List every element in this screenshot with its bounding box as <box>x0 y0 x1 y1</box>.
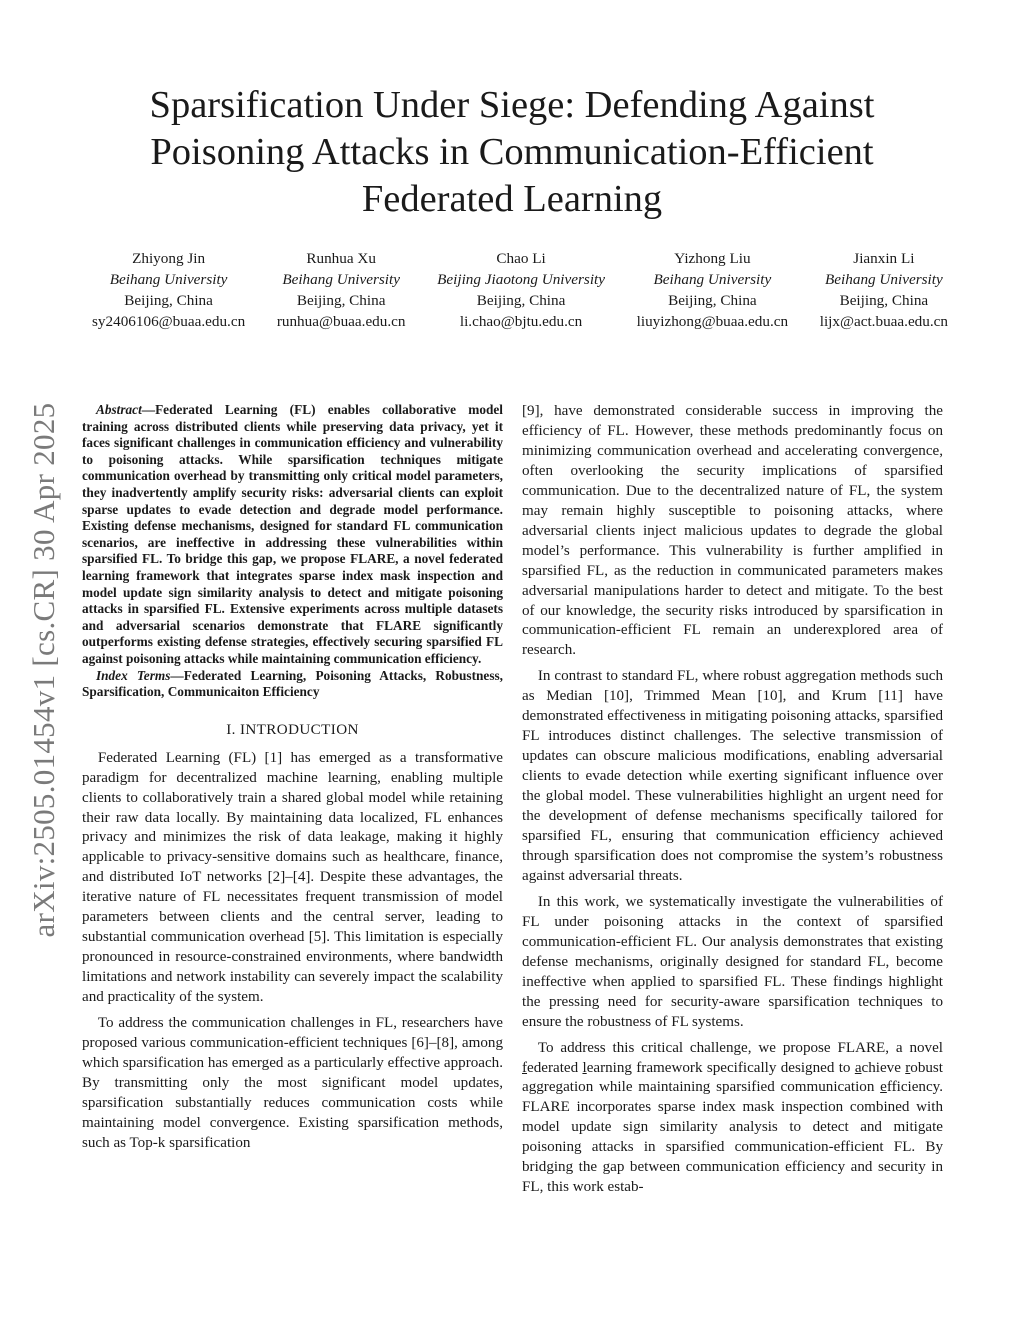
author-list <box>92 248 948 332</box>
author-location: Beijing, China <box>668 292 757 309</box>
right-column <box>522 402 943 1198</box>
author-location: Beijing, China <box>839 292 929 309</box>
acronym-letter: r <box>905 1059 911 1076</box>
author-block <box>277 248 406 332</box>
text-run: earning framework specifically designed to <box>586 1059 855 1076</box>
abstract-label: Abstract <box>95 402 142 417</box>
author-affiliation: Beijing Jiaotong University <box>437 271 605 288</box>
body-paragraph: Federated Learning (FL) [1] has emerged as a transformative paradigm for decentralized machine learning, enabling multiple clients to collaboratively train a shared global model while retaining their raw data locally. By maintaining data localized, FL enhances privacy and minimizes the risk of data leakage, making it highly applicable to privacy-sensitive domains such as healthcare, finance, and distributed IoT networks [2]–[4]. Despite these advantages, the iterative nature of FL necessitates frequent transmission of model parameters between clients and the central server, leading to substantial communication overhead [5]. This limitation is especially pronounced in resource-constrained environments, where bandwidth limitations and network instability can severely impact the scalability and practicality of the system. <box>82 749 503 1006</box>
paper-title: Sparsification Under Siege: Defending Against Poisoning Attacks in Communication-Efficient Federated Learning <box>149 84 875 220</box>
author-email: liuyizhong@buaa.edu.cn <box>636 313 789 330</box>
body-paragraph: [9], have demonstrated considerable success in improving the efficiency of FL. However, these methods predominantly focus on minimizing communication overhead and accelerating convergence, often overlooking the security implications of sparsified communication. Due to the decentralized nature of FL, the system may remain highly susceptible to poisoning attacks, where adversarial clients inject malicious updates to degrade the global model’s performance. This vulnerability is further amplified in sparsified FL, as the reduction in communicated parameters makes adversarial manipulations harder to detect and mitigate. To the best of our knowledge, the security risks introduced by sparsification in communication-efficient FL remain an underexplored area of research. <box>522 403 943 659</box>
author-name: Jianxin Li <box>853 250 915 267</box>
text-run: chieve <box>861 1059 906 1076</box>
author-location: Beijing, China <box>124 292 213 309</box>
abstract <box>82 402 503 668</box>
author-email: runhua@buaa.edu.cn <box>276 313 406 330</box>
text-run: ederated <box>527 1059 583 1076</box>
author-block <box>437 248 605 332</box>
author-name: Yizhong Liu <box>674 250 751 267</box>
author-email: lijx@act.buaa.edu.cn <box>819 313 948 330</box>
text-run: obust aggregation while maintaining sparsified communication <box>522 1059 943 1096</box>
index-terms-text: —Federated Learning, Poisoning Attacks, Robustness, Sparsification, Communicaiton Efficiency <box>82 667 504 700</box>
body-paragraph: In this work, we systematically investigate the vulnerabilities of FL under poisoning attacks in the context of sparsified communication-efficient FL. Our analysis demonstrates that existing defense mechanisms, originally designed for standard FL, become ineffective when applied to sparsified FL. These findings highlight the pressing need for security-aware sparsification techniques to ensure the robustness of FL systems. <box>522 893 943 1030</box>
author-block <box>820 248 948 332</box>
author-affiliation: Beihang University <box>109 271 228 288</box>
author-block <box>637 248 788 332</box>
body-paragraph: In contrast to standard FL, where robust aggregation methods such as Median [10], Trimmed Mean [10], and Krum [11] have demonstrated effectiveness in mitigating poisoning attacks, sparsified FL introduces distinct challenges. The selective transmission of updates can obscure malicious modifications, enabling adversarial clients to evade detection while exerting significant influence over the global model. These vulnerabilities highlight an urgent need for the development of defense mechanisms specifically tailored for sparsified FL, ensuring that communication efficiency achieved through sparsification does not compromise the system’s robustness against adversarial threats. <box>522 668 943 884</box>
acronym-letter: f <box>522 1059 528 1076</box>
author-block <box>92 248 245 332</box>
abstract-text: —Federated Learning (FL) enables collaborative model training across distributed clients while preserving data privacy, yet it faces significant challenges in communication efficiency and vulnerability to poisoning attacks. While sparsification techniques mitigate communication overhead by transmitting only critical model parameters, they inadvertently amplify security risks: adversarial clients can exploit sparse updates to evade detection and degrade model performance. Existing defense mechanisms, designed for standard FL communication scenarios, are ineffective in addressing these vulnerabilities within sparsified FL. To bridge this gap, we propose FLARE, a novel federated learning framework that integrates sparse index mask inspection and model update sign similarity analysis to detect and mitigate poisoning attacks in sparsified FL. Extensive experiments across multiple datasets and adversarial scenarios demonstrate that FLARE significantly outperforms existing defense strategies, effectively securing sparsified FL against poisoning attacks while maintaining communication efficiency. <box>82 402 503 666</box>
author-name: Zhiyong Jin <box>132 250 206 267</box>
body-paragraph: To address the communication challenges in FL, researchers have proposed various communication-efficient techniques [6]–[8], among which sparsification has emerged as a particularly effective approach. By transmitting only the most significant model updates, sparsification substantially reduces communication costs while maintaining model convergence. Existing sparsification methods, such as Top-k sparsification <box>82 1015 503 1151</box>
author-name: Chao Li <box>496 250 546 267</box>
author-affiliation: Beihang University <box>653 271 772 288</box>
acronym-letter: l <box>582 1059 587 1076</box>
author-email: sy2406106@buaa.edu.cn <box>92 313 246 330</box>
section-heading: I. INTRODUCTION <box>226 721 359 738</box>
acronym-letter: a <box>854 1059 862 1076</box>
flare-paragraph <box>522 1039 943 1199</box>
acronym-letter: e <box>880 1079 887 1096</box>
author-location: Beijing, China <box>476 292 566 309</box>
author-location: Beijing, China <box>296 292 386 309</box>
author-email: li.chao@bjtu.edu.cn <box>459 313 583 330</box>
left-column <box>82 402 503 1154</box>
index-terms <box>82 668 503 701</box>
index-terms-label: Index Terms <box>95 667 171 683</box>
arxiv-stamp <box>14 360 74 980</box>
text-run: To address this critical challenge, we propose FLARE, a novel <box>537 1039 943 1056</box>
arxiv-stamp-text: arXiv:2505.01454v1 [cs.CR] 30 Apr 2025 <box>26 402 61 938</box>
author-name: Runhua Xu <box>306 250 376 267</box>
text-run: fficiency. FLARE incorporates sparse index mask inspection combined with model update sign similarity analysis to detect and mitigate poisoning attacks in sparsified communication-efficient FL. By bridging the gap between communication efficiency and security in FL, this work estab- <box>522 1079 943 1196</box>
author-affiliation: Beihang University <box>282 271 400 288</box>
author-affiliation: Beihang University <box>825 271 943 288</box>
